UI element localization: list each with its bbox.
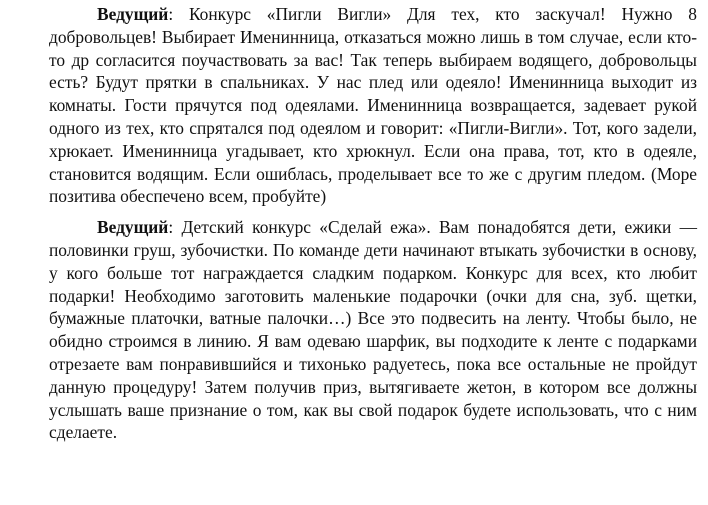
speaker-label: Ведущий [97,217,169,238]
paragraph-sdelai-ezha [49,216,697,444]
speaker-label: Ведущий [97,4,169,24]
paragraph-text: : Конкурс «Пигли Вигли» Для тех, кто заскучал! Нужно 8 добровольцев! Выбирает Именинница, отказаться можно лишь в том случае, если кто-то др согласится поучаствовать за вас! Так теперь выбираем водящего, добровольцы есть? Будут прятки в спальниках. У нас плед или одеяло! Именинница выходит из комнаты. Гости прячутся под одеялами. Именинница возвращается, задевает рукой одного из тех, кто спрятался под одеялом и говорит: «Пигли-Вигли». Тот, кого задели, хрюкает. Именинница угадывает, кто хрюкнул. Если она права, тот, кто в одеяле, становится водящим. Если ошиблась, проделывает все то же с другим пледом. (Море позитива обеспечено всем, пробуйте) [49,4,697,207]
paragraph-text: : Детский конкурс «Сделай ежа». Вам понадобятся дети, ежики — половинки груш, зубочистки. По команде дети начинают втыкать зубочистки в основу, у кого больше тот награждается сладким подарком. Конкурс для всех, кто любит подарки! Необходимо заготовить маленькие подарочки (очки для сна, зуб. щетки, бумажные платочки, ватные палочки…) Все это подвесить на ленту. Чтобы было, не обидно строимся в линию. Я вам одеваю шарфик, вы подходите к ленте с подарками отрезаете вам понравившийся и тихонько радуетесь, пока все остальные не пройдут данную процедуру! Затем получив приз, вытягиваете жетон, в котором все должны услышать ваше признание о том, как вы свой подарок будете использовать, что с ним сделаете. [49,217,697,443]
paragraph-pigli-vigli [49,3,697,208]
